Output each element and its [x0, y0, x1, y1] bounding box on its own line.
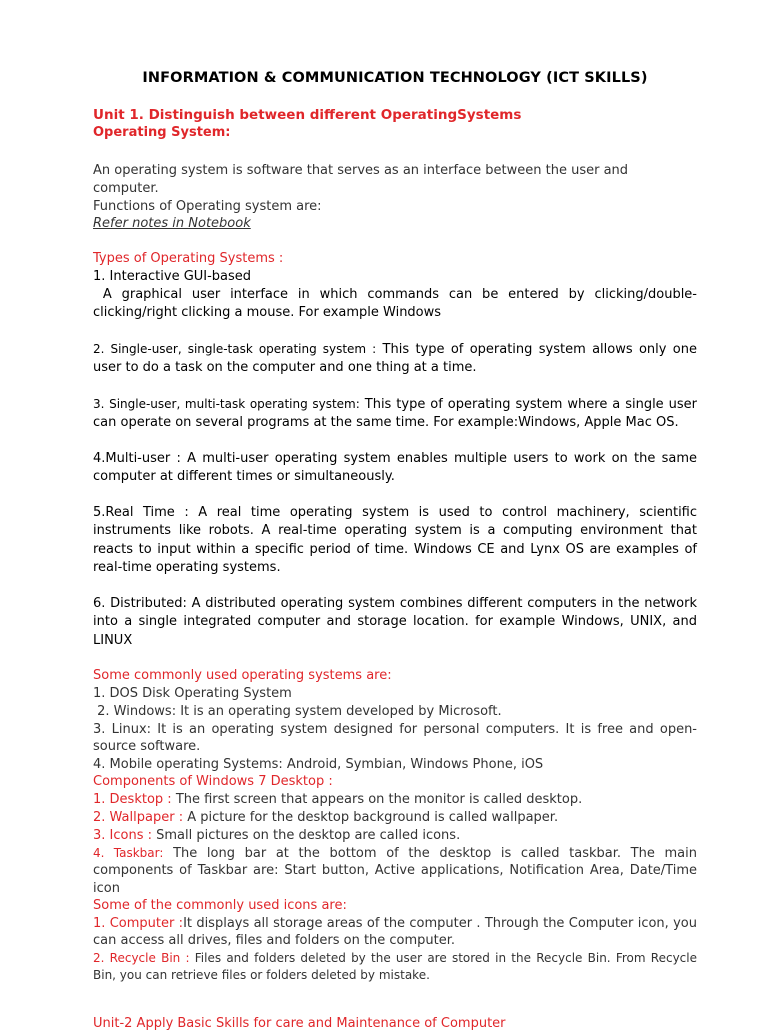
type2-label: 2. Single-user, single-task operating system : [93, 341, 377, 356]
types-heading: Types of Operating Systems : [93, 251, 284, 267]
type3-paragraph [93, 395, 697, 433]
recycle-text: Files and folders deleted by the user are stored in the Recycle Bin. From Recycle Bin, you can retrieve files or folders deleted by mistake. [93, 950, 697, 983]
components-heading: Components of Windows 7 Desktop : [93, 774, 333, 790]
os-functions-text: Functions of Operating system are: [93, 198, 322, 214]
type3-text: This type of operating system where a single user can operate on several programs at the same time. For example:Windows, Apple Mac OS. [93, 396, 697, 431]
icons-text: Small pictures on the desktop are called icons. [156, 827, 461, 843]
refer-notes-link: Refer notes in Notebook [93, 216, 251, 232]
common-os-item-2 [93, 703, 697, 721]
type6-paragraph [93, 595, 697, 651]
page-title: INFORMATION & COMMUNICATION TECHNOLOGY (ICT SKILLS) [142, 70, 648, 86]
common-os-item-1: 1. DOS Disk Operating System [93, 686, 292, 702]
taskbar-label: 4. Taskbar: [93, 845, 164, 860]
type5-label: 5.Real Time : [93, 504, 189, 520]
component-desktop [93, 791, 697, 809]
type5-paragraph [93, 504, 697, 578]
type6-text: A distributed operating system combines different computers in the network into a single integrated computer and storage location. for example Windows, UNIX, and LINUX [93, 595, 698, 648]
common-os-item-3: 3. Linux: It is an operating system designed for personal computers. It is free and open-source software. [93, 721, 697, 755]
component-wallpaper [93, 809, 697, 827]
wallpaper-text: A picture for the desktop background is called wallpaper. [187, 810, 559, 826]
os-intro-text: An operating system is software that serves as an interface between the user and computer. [93, 163, 629, 196]
type4-label: 4.Multi-user : [93, 450, 181, 466]
type1-text: A graphical user interface in which commands can be entered by clicking/double-clicking/right clicking a mouse. For example Windows [93, 286, 697, 321]
computer-text: It displays all storage areas of the computer . Through the Computer icon, you can access all drives, files and folders on the computer. [93, 915, 697, 949]
unit1-heading: Unit 1. Distinguish between different OperatingSystems [93, 107, 522, 123]
common-os-heading: Some commonly used operating systems are: [93, 668, 392, 684]
icon-recycle-bin [93, 950, 697, 985]
document-page [93, 70, 697, 1033]
type4-paragraph [93, 450, 697, 487]
component-taskbar [93, 845, 697, 898]
icon-computer [93, 915, 697, 950]
type5-text: A real time operating system is used to control machinery, scientific instruments like robots. A real-time operating system is a computing environment that reacts to input within a specific period of time. Windows CE and Lynx OS are examples of real-time operating systems. [93, 504, 698, 576]
icons-label: 3. Icons : [93, 827, 152, 843]
common-os-item-4: 4. Mobile operating Systems: Android, Symbian, Windows Phone, iOS [93, 756, 544, 772]
type1-description [93, 286, 697, 323]
wallpaper-label: 2. Wallpaper : [93, 810, 184, 826]
desktop-text: The first screen that appears on the monitor is called desktop. [175, 792, 583, 808]
recycle-label: 2. Recycle Bin : [93, 950, 190, 965]
unit2-heading: Unit-2 Apply Basic Skills for care and Maintenance of Computer [93, 1015, 506, 1031]
type1-title: 1. Interactive GUI-based [93, 268, 252, 284]
component-icons [93, 827, 697, 845]
computer-label: 1. Computer : [93, 915, 184, 931]
type3-label: 3. Single-user, multi-task operating system: [93, 396, 360, 411]
type2-text: This type of operating system allows only one user to do a task on the computer and one thing at a time. [93, 341, 697, 376]
type4-text: A multi-user operating system enables multiple users to work on the same computer at different times or simultaneously. [93, 450, 697, 485]
taskbar-text: The long bar at the bottom of the desktop is called taskbar. The main components of Taskbar are: Start button, Active applications, Notification Area, Date/Time icon [93, 845, 697, 896]
icons-heading: Some of the commonly used icons are: [93, 898, 347, 914]
desktop-label: 1. Desktop : [93, 792, 172, 808]
type2-paragraph [93, 340, 697, 378]
type6-label: 6. Distributed: [93, 595, 187, 611]
os-subheading: Operating System: [93, 125, 231, 140]
common-os-item-2-text: 2. Windows: It is an operating system developed by Microsoft. [97, 703, 502, 719]
